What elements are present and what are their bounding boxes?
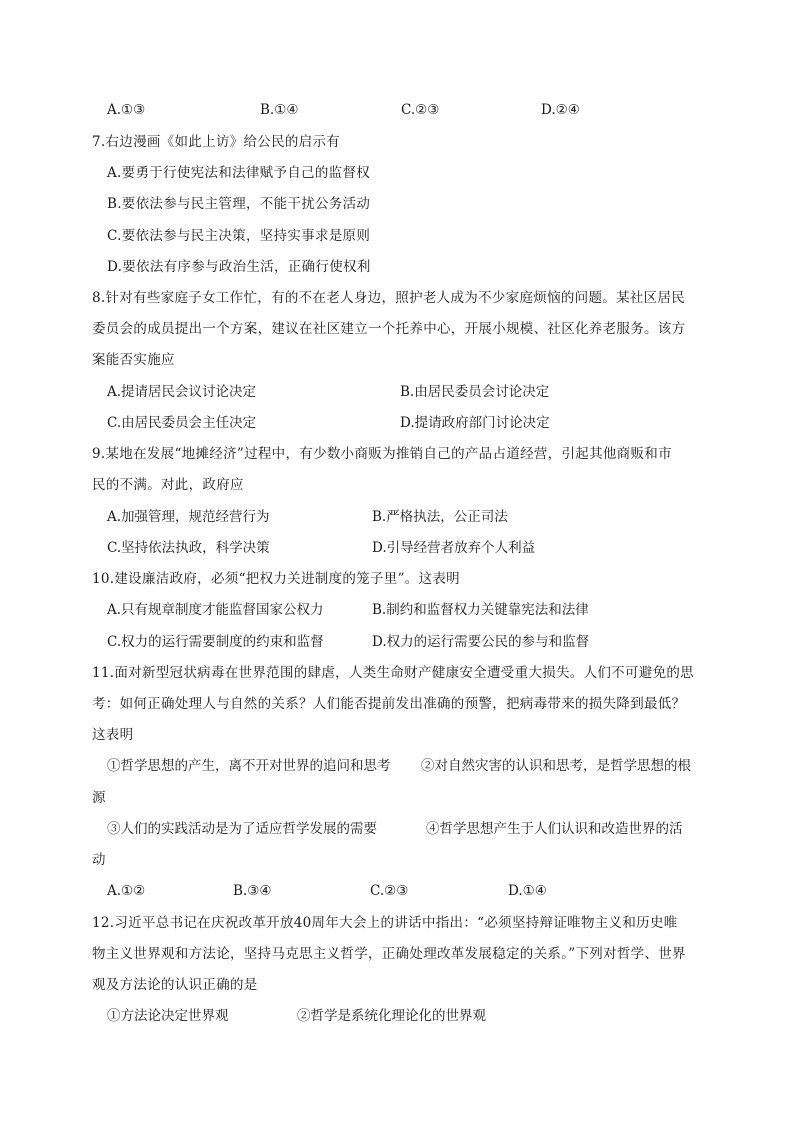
question-9-stem-line-1: 9.某地在发展“地摊经济”过程中，有少数小商贩为推销自己的产品占道经营，引起其他商贩和市 (92, 446, 672, 462)
question-10-option-c: C.权力的运行需要制度的约束和监督 (107, 634, 324, 650)
question-11-item-1: ①哲学思想的产生，离不开对世界的追问和思考 (107, 758, 391, 774)
question-11-option-d: D.①④ (508, 883, 547, 899)
question-11-item-2-continued: 源 (92, 790, 106, 806)
question-7-option-a: A.要勇于行使宪法和法律赋予自己的监督权 (107, 165, 371, 181)
question-9-option-d: D.引导经营者放弃个人利益 (372, 540, 536, 556)
question-10-option-b: B.制约和监督权力关键靠宪法和法律 (372, 602, 589, 618)
question-12-stem-line-1: 12.习近平总书记在庆祝改革开放40周年大会上的讲话中指出：“必须坚持辩证唯物主义和历史唯 (92, 915, 678, 931)
question-11-item-2: ②对自然灾害的认识和思考，是哲学思想的根 (421, 758, 691, 774)
question-8-stem-line-1: 8.针对有些家庭子女工作忙，有的不在老人身边，照护老人成为不少家庭烦恼的问题。某社区居民 (92, 290, 686, 306)
question-11-item-4-continued: 动 (92, 852, 106, 868)
question-11-item-4: ④哲学思想产生于人们认识和改造世界的活 (426, 821, 683, 837)
question-8-stem-line-2: 委员会的成员提出一个方案，建议在社区建立一个托养中心，开展小规模、社区化养老服务。该方 (92, 321, 686, 337)
question-8-option-d: D.提请政府部门讨论决定 (400, 415, 550, 431)
question-9-stem-line-2: 民的不满。对此，政府应 (92, 477, 244, 493)
question-10-stem: 10.建设廉洁政府，必须“把权力关进制度的笼子里”。这表明 (92, 571, 460, 587)
option-b: B.①④ (260, 102, 299, 118)
question-10-option-a: A.只有规章制度才能监督国家公权力 (107, 602, 324, 618)
question-11-stem-line-2: 考：如何正确处理人与自然的关系？人们能否提前发出准确的预警，把病毒带来的损失降到最低？ (92, 696, 686, 712)
question-11-option-c: C.②③ (370, 883, 409, 899)
option-d: D.②④ (541, 102, 580, 118)
question-7-option-b: B.要依法参与民主管理，不能干扰公务活动 (107, 196, 371, 212)
question-7-option-d: D.要依法有序参与政治生活，正确行使权利 (107, 259, 371, 275)
question-12-item-2: ②哲学是系统化理论化的世界观 (297, 1008, 486, 1024)
question-8-option-c: C.由居民委员会主任决定 (107, 415, 257, 431)
question-11-option-a: A.①② (107, 883, 146, 899)
question-12-item-1: ①方法论决定世界观 (107, 1008, 229, 1024)
question-9-option-b: B.严格执法，公正司法 (372, 509, 508, 525)
question-12-stem-line-2: 物主义世界观和方法论，坚持马克思主义哲学，正确处理改革发展稳定的关系。”下列对哲学、世界 (92, 946, 686, 962)
option-c: C.②③ (401, 102, 440, 118)
question-9-option-a: A.加强管理，规范经营行为 (107, 509, 270, 525)
question-8-stem-line-3: 案能否实施应 (92, 352, 175, 368)
question-10-option-d: D.权力的运行需要公民的参与和监督 (372, 634, 590, 650)
question-7-option-c: C.要依法参与民主决策，坚持实事求是原则 (107, 228, 371, 244)
option-a: A.①③ (107, 102, 146, 118)
question-11-item-3: ③人们的实践活动是为了适应哲学发展的需要 (107, 821, 377, 837)
question-9-option-c: C.坚持依法执政，科学决策 (107, 540, 270, 556)
question-12-stem-line-3: 观及方法论的认识正确的是 (92, 977, 258, 993)
question-8-option-b: B.由居民委员会讨论决定 (400, 384, 550, 400)
question-7-stem: 7.右边漫画《如此上访》给公民的启示有 (92, 134, 341, 150)
question-8-option-a: A.提请居民会议讨论决定 (107, 384, 257, 400)
question-11-option-b: B.③④ (233, 883, 272, 899)
question-11-stem-line-3: 这表明 (92, 727, 134, 743)
question-11-stem-line-1: 11.面对新型冠状病毒在世界范围的肆虐，人类生命财产健康安全遭受重大损失。人们不可避免的思 (92, 665, 694, 681)
